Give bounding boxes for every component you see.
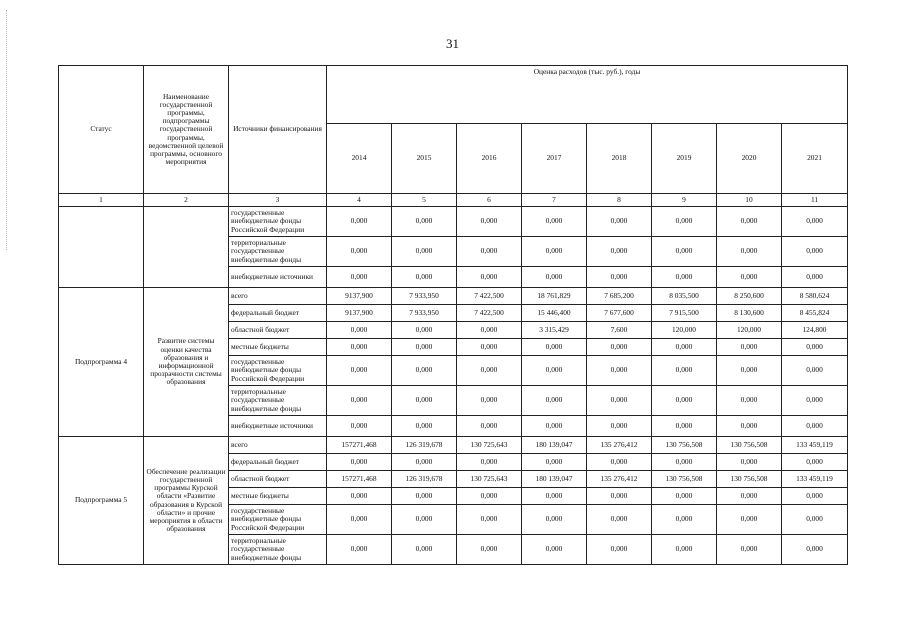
header-year-2014: 2014 [327,124,392,194]
value-cell-2014: 0,000 [327,454,392,471]
value-cell-2019: 0,000 [652,207,717,237]
value-cell-2017: 180 139,047 [522,471,587,488]
header-year-2016: 2016 [457,124,522,194]
value-cell-2019: 120,000 [652,322,717,339]
value-cell-2018: 7 685,200 [587,288,652,305]
value-cell-2015: 0,000 [392,416,457,437]
column-number-9: 9 [652,194,717,207]
value-cell-2021: 8 455,824 [782,305,848,322]
value-cell-2016: 0,000 [457,267,522,288]
value-cell-2016: 0,000 [457,386,522,416]
value-cell-2014: 0,000 [327,488,392,505]
value-cell-2021: 0,000 [782,416,848,437]
value-cell-2020: 0,000 [717,386,782,416]
value-cell-2019: 7 915,500 [652,305,717,322]
financing-source: государственные внебюджетные фонды Российской Федерации [229,356,327,386]
value-cell-2021: 124,800 [782,322,848,339]
value-cell-2020: 130 756,508 [717,471,782,488]
value-cell-2017: 3 315,429 [522,322,587,339]
value-cell-2014: 0,000 [327,535,392,565]
value-cell-2019: 0,000 [652,237,717,267]
value-cell-2016: 0,000 [457,237,522,267]
value-cell-2021: 0,000 [782,207,848,237]
value-cell-2017: 0,000 [522,237,587,267]
value-cell-2015: 7 933,950 [392,288,457,305]
value-cell-2017: 0,000 [522,535,587,565]
financing-source: местные бюджеты [229,339,327,356]
header-year-2015: 2015 [392,124,457,194]
value-cell-2014: 0,000 [327,505,392,535]
financing-source: государственные внебюджетные фонды Российской Федерации [229,505,327,535]
value-cell-2017: 0,000 [522,454,587,471]
value-cell-2016: 0,000 [457,322,522,339]
column-number-2: 2 [144,194,229,207]
value-cell-2018: 7,600 [587,322,652,339]
value-cell-2017: 0,000 [522,505,587,535]
value-cell-2015: 0,000 [392,339,457,356]
financing-source: федеральный бюджет [229,305,327,322]
header-row [59,66,848,124]
value-cell-2014: 0,000 [327,267,392,288]
value-cell-2018: 0,000 [587,505,652,535]
value-cell-2019: 0,000 [652,505,717,535]
column-number-4: 4 [327,194,392,207]
header-expense-estimate: Оценка расходов (тыс. руб.), годы [327,66,848,124]
value-cell-2017: 0,000 [522,339,587,356]
budget-table [58,65,848,565]
value-cell-2017: 0,000 [522,207,587,237]
value-cell-2014: 0,000 [327,237,392,267]
value-cell-2016: 0,000 [457,416,522,437]
value-cell-2020: 8 130,600 [717,305,782,322]
value-cell-2020: 130 756,508 [717,437,782,454]
value-cell-2015: 0,000 [392,454,457,471]
table-row [59,437,848,454]
financing-source: территориальные государственные внебюджетные фонды [229,535,327,565]
value-cell-2016: 0,000 [457,454,522,471]
row-status [59,207,144,288]
value-cell-2018: 0,000 [587,237,652,267]
header-year-2017: 2017 [522,124,587,194]
value-cell-2018: 135 276,412 [587,471,652,488]
value-cell-2014: 0,000 [327,356,392,386]
value-cell-2018: 0,000 [587,386,652,416]
value-cell-2019: 0,000 [652,267,717,288]
value-cell-2014: 0,000 [327,207,392,237]
value-cell-2018: 0,000 [587,339,652,356]
value-cell-2016: 0,000 [457,207,522,237]
value-cell-2021: 0,000 [782,386,848,416]
value-cell-2021: 0,000 [782,356,848,386]
value-cell-2021: 0,000 [782,535,848,565]
column-number-row [59,194,848,207]
value-cell-2016: 0,000 [457,488,522,505]
header-year-2019: 2019 [652,124,717,194]
financing-source: всего [229,288,327,305]
value-cell-2014: 157271,468 [327,471,392,488]
value-cell-2021: 133 459,119 [782,437,848,454]
value-cell-2017: 180 139,047 [522,437,587,454]
value-cell-2018: 0,000 [587,488,652,505]
value-cell-2015: 0,000 [392,505,457,535]
value-cell-2020: 8 250,600 [717,288,782,305]
value-cell-2021: 8 580,624 [782,288,848,305]
column-number-11: 11 [782,194,848,207]
row-status: Подпрограмма 5 [59,437,144,565]
value-cell-2015: 0,000 [392,207,457,237]
value-cell-2020: 0,000 [717,535,782,565]
value-cell-2015: 0,000 [392,386,457,416]
value-cell-2014: 9137,900 [327,288,392,305]
value-cell-2020: 0,000 [717,416,782,437]
column-number-6: 6 [457,194,522,207]
value-cell-2015: 0,000 [392,267,457,288]
value-cell-2018: 0,000 [587,207,652,237]
financing-source: областной бюджет [229,471,327,488]
financing-source: территориальные государственные внебюджетные фонды [229,237,327,267]
financing-source: местные бюджеты [229,488,327,505]
value-cell-2017: 0,000 [522,488,587,505]
financing-source: территориальные государственные внебюджетные фонды [229,386,327,416]
column-number-3: 3 [229,194,327,207]
value-cell-2017: 15 446,400 [522,305,587,322]
value-cell-2019: 0,000 [652,454,717,471]
value-cell-2019: 130 756,508 [652,437,717,454]
header-program-name: Наименование государственной программы, подпрограммы государственной программы, ведомственной целевой программы, основного мероприятия [144,66,229,194]
value-cell-2019: 0,000 [652,416,717,437]
value-cell-2021: 0,000 [782,237,848,267]
value-cell-2021: 0,000 [782,339,848,356]
table-row [59,288,848,305]
value-cell-2020: 0,000 [717,356,782,386]
value-cell-2018: 0,000 [587,454,652,471]
value-cell-2016: 0,000 [457,356,522,386]
value-cell-2019: 0,000 [652,488,717,505]
value-cell-2020: 0,000 [717,454,782,471]
value-cell-2019: 8 035,500 [652,288,717,305]
value-cell-2015: 0,000 [392,488,457,505]
value-cell-2018: 0,000 [587,535,652,565]
row-program-name: Развитие системы оценки качества образования и информационной прозрачности системы образования [144,288,229,437]
value-cell-2018: 7 677,600 [587,305,652,322]
value-cell-2015: 0,000 [392,535,457,565]
value-cell-2016: 0,000 [457,535,522,565]
financing-source: внебюджетные источники [229,416,327,437]
value-cell-2019: 0,000 [652,356,717,386]
value-cell-2017: 0,000 [522,416,587,437]
value-cell-2014: 0,000 [327,416,392,437]
header-year-2018: 2018 [587,124,652,194]
value-cell-2016: 130 725,643 [457,437,522,454]
financing-source: всего [229,437,327,454]
value-cell-2015: 0,000 [392,322,457,339]
value-cell-2014: 0,000 [327,339,392,356]
value-cell-2020: 0,000 [717,267,782,288]
column-number-8: 8 [587,194,652,207]
value-cell-2015: 0,000 [392,237,457,267]
value-cell-2021: 0,000 [782,505,848,535]
value-cell-2020: 0,000 [717,488,782,505]
value-cell-2018: 135 276,412 [587,437,652,454]
value-cell-2015: 0,000 [392,356,457,386]
value-cell-2019: 130 756,508 [652,471,717,488]
table-row [59,207,848,237]
value-cell-2015: 126 319,678 [392,437,457,454]
value-cell-2017: 18 761,829 [522,288,587,305]
row-program-name [144,207,229,288]
value-cell-2019: 0,000 [652,535,717,565]
value-cell-2021: 0,000 [782,267,848,288]
value-cell-2020: 120,000 [717,322,782,339]
value-cell-2016: 7 422,500 [457,305,522,322]
value-cell-2014: 0,000 [327,386,392,416]
financing-source: областной бюджет [229,322,327,339]
value-cell-2020: 0,000 [717,505,782,535]
value-cell-2018: 0,000 [587,267,652,288]
financing-source: федеральный бюджет [229,454,327,471]
value-cell-2017: 0,000 [522,267,587,288]
financing-source: внебюджетные источники [229,267,327,288]
header-year-2021: 2021 [782,124,848,194]
value-cell-2016: 0,000 [457,505,522,535]
row-program-name: Обеспечение реализации государственной программы Курской области «Развитие образования в Курской области» и прочие мероприятия в области образования [144,437,229,565]
header-financing-sources: Источники финансирования [229,66,327,194]
column-number-1: 1 [59,194,144,207]
value-cell-2017: 0,000 [522,386,587,416]
header-status: Статус [59,66,144,194]
value-cell-2020: 0,000 [717,207,782,237]
row-status: Подпрограмма 4 [59,288,144,437]
value-cell-2021: 0,000 [782,454,848,471]
page-number: 31 [446,36,459,51]
value-cell-2021: 0,000 [782,488,848,505]
value-cell-2014: 157271,468 [327,437,392,454]
value-cell-2016: 7 422,500 [457,288,522,305]
value-cell-2019: 0,000 [652,386,717,416]
value-cell-2018: 0,000 [587,356,652,386]
value-cell-2017: 0,000 [522,356,587,386]
value-cell-2015: 7 933,950 [392,305,457,322]
value-cell-2018: 0,000 [587,416,652,437]
column-number-7: 7 [522,194,587,207]
column-number-10: 10 [717,194,782,207]
value-cell-2021: 133 459,119 [782,471,848,488]
value-cell-2016: 0,000 [457,339,522,356]
value-cell-2020: 0,000 [717,339,782,356]
value-cell-2014: 0,000 [327,322,392,339]
financing-source: государственные внебюджетные фонды Российской Федерации [229,207,327,237]
column-number-5: 5 [392,194,457,207]
value-cell-2019: 0,000 [652,339,717,356]
value-cell-2015: 126 319,678 [392,471,457,488]
value-cell-2014: 9137,900 [327,305,392,322]
value-cell-2020: 0,000 [717,237,782,267]
value-cell-2016: 130 725,643 [457,471,522,488]
header-year-2020: 2020 [717,124,782,194]
